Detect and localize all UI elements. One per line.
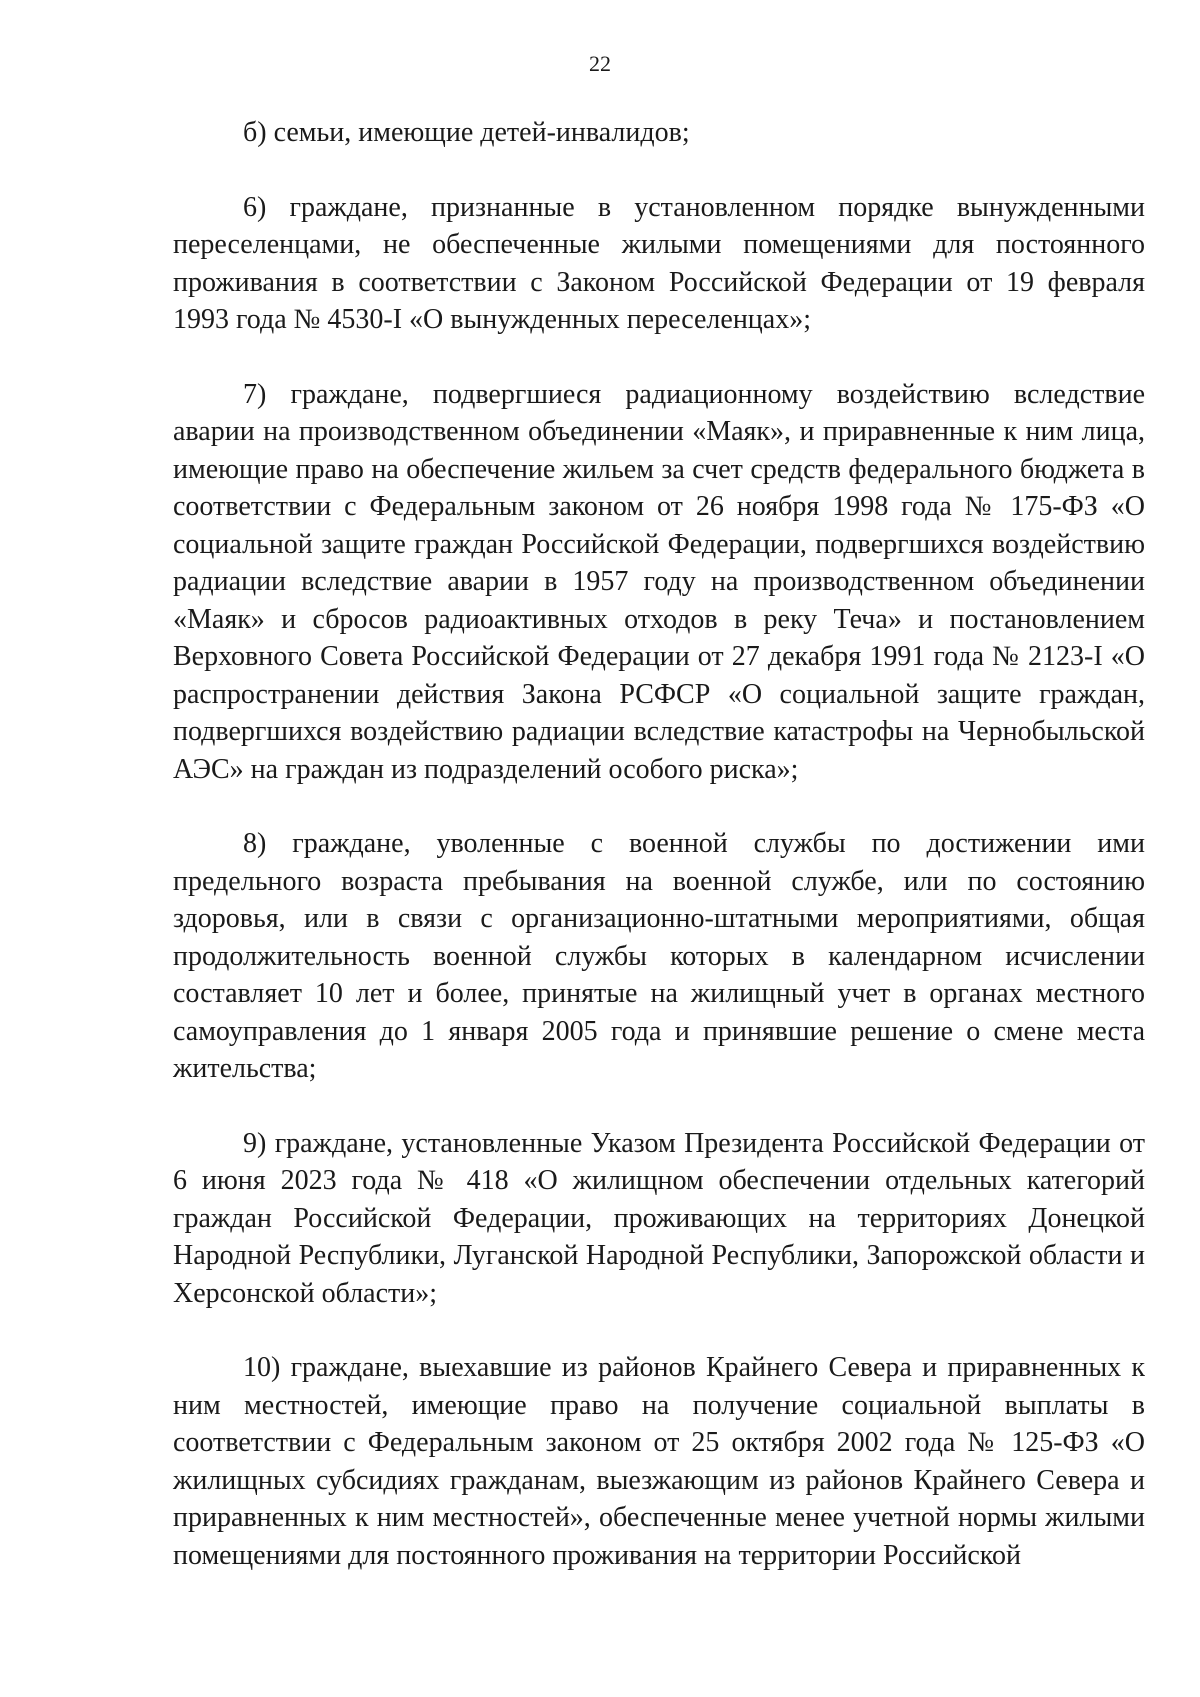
document-body [173,114,1145,1574]
paragraph-item-7: 7) граждане, подвергшиеся радиационному воздействию вследствие аварии на производственном объединении «Маяк», и приравненные к ним лица, имеющие право на обеспечение жильем за счет средств федерального бюджета в соответствии с Федеральным законом от 26 ноября 1998 года № 175-ФЗ «О социальной защите граждан Российской Федерации, подвергшихся воздействию радиации вследствие аварии в 1957 году на производственном объединении «Маяк» и сбросов радиоактивных отходов в реку Теча» и постановлением Верховного Совета Российской Федерации от 27 декабря 1991 года № 2123-I «О распространении действия Закона РСФСР «О социальной защите граждан, подвергшихся воздействию радиации вследствие катастрофы на Чернобыльской АЭС» на граждан из подразделений особого риска»; [173,378,1145,785]
paragraph-item-10: 10) граждане, выехавшие из районов Крайнего Севера и приравненных к ним местностей, имеющие право на получение социальной выплаты в соответствии с Федеральным законом от 25 октября 2002 года № 125-ФЗ «О жилищных субсидиях гражданам, выезжающим из районов Крайнего Севера и приравненных к ним местностей», обеспеченные менее учетной нормы жилыми помещениями для постоянного проживания на территории Российской [173,1352,1145,1571]
page-number: 22 [589,51,611,76]
paragraph-item-6: 6) граждане, признанные в установленном порядке вынужденными переселенцами, не обеспеченные жилыми помещениями для постоянного проживания в соответствии с Законом Российской Федерации от 19 февраля 1993 года № 4530-I «О вынужденных переселенцах»; [173,191,1145,335]
paragraph-item-8: 8) граждане, уволенные с военной службы по достижении ими предельного возраста пребывания на военной службе, или по состоянию здоровья, или в связи с организационно-штатными мероприятиями, общая продолжительность военной службы которых в календарном исчислении составляет 10 лет и более, принятые на жилищный учет в органах местного самоуправления до 1 января 2005 года и принявшие решение о смене места жительства; [173,828,1145,1084]
paragraph-item-9: 9) граждане, установленные Указом Президента Российской Федерации от 6 июня 2023 года № 418 «О жилищном обеспечении отдельных категорий граждан Российской Федерации, проживающих на территориях Донецкой Народной Республики, Луганской Народной Республики, Запорожской области и Херсонской области»; [173,1127,1145,1309]
paragraph-item-5: б) семьи, имеющие детей-инвалидов; [243,117,690,148]
